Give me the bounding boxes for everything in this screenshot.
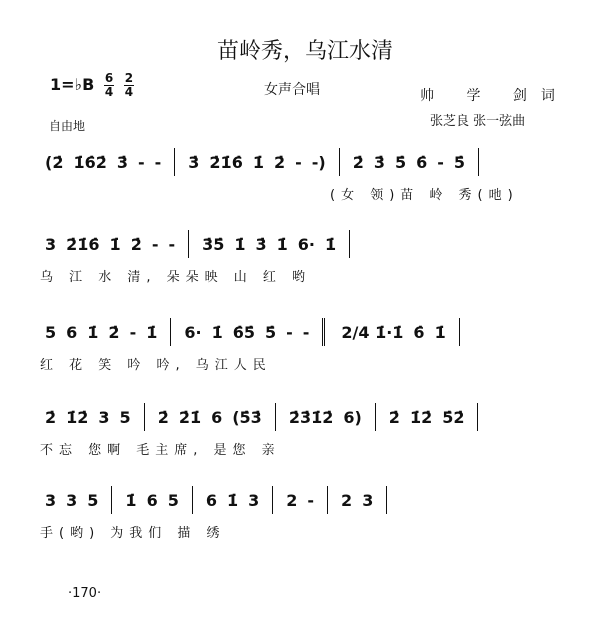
note: 2̇	[352, 152, 364, 172]
system-3	[40, 320, 575, 372]
page-number: ·170·	[68, 586, 102, 601]
note: 3̇	[255, 234, 267, 254]
note: -	[154, 152, 162, 172]
barline	[327, 486, 328, 514]
note: -	[138, 152, 145, 172]
note: 1̇	[325, 234, 337, 254]
meter-b-bottom: 4	[124, 85, 134, 99]
note: 6	[205, 490, 217, 510]
note: 1̇	[276, 234, 288, 254]
note: 3	[248, 490, 260, 510]
tempo-mark: 自由地	[49, 119, 86, 133]
system-4	[40, 405, 575, 457]
note: 5	[167, 490, 179, 510]
key-signature	[50, 72, 134, 99]
note: -)	[311, 152, 326, 172]
note: 6	[66, 322, 78, 342]
note: 3	[45, 490, 57, 510]
note: 1̇	[146, 322, 158, 342]
meter-a-bottom: 4	[104, 85, 114, 99]
lyrics-row: (女 领)苗 岭 秀(吔)	[330, 188, 519, 203]
note: 5̇	[453, 152, 466, 172]
note: 1̇	[234, 234, 246, 254]
note: 6̇	[416, 152, 428, 172]
lyrics-row: 乌 江 水 清, 朵朵映 山 红 哟	[40, 270, 312, 285]
note: 1̇	[252, 152, 264, 172]
note: 5	[119, 407, 131, 427]
notes-row	[40, 320, 575, 344]
barline	[477, 403, 478, 431]
notes-row	[40, 405, 575, 429]
key-text: 1=♭B	[50, 75, 95, 94]
meter-b-top: 2	[124, 71, 134, 85]
note: 6̇5̇	[232, 322, 255, 342]
notes-row	[40, 488, 575, 512]
note: 3̇	[188, 152, 200, 172]
barline	[375, 403, 376, 431]
note: 3	[98, 407, 110, 427]
note: 2/4 1̇·1̇	[341, 322, 404, 342]
barline	[349, 230, 350, 258]
note: 6·	[297, 234, 316, 254]
note: 3	[362, 490, 374, 510]
note: -	[295, 152, 302, 172]
note: 5̇	[264, 322, 277, 342]
note: -	[437, 152, 444, 172]
note: 1̇6̇2̇	[73, 152, 107, 172]
note: 6·	[184, 322, 202, 342]
barline	[478, 148, 479, 176]
barline	[144, 403, 145, 431]
note: 5̇2̇	[442, 407, 465, 427]
note: 2	[286, 490, 298, 510]
note: 5	[45, 322, 57, 342]
note: 3	[66, 490, 78, 510]
note: -	[307, 490, 315, 510]
note: 1̇	[125, 490, 137, 510]
note: 1̇	[109, 234, 121, 254]
note: 5̇	[394, 152, 407, 172]
song-title: 苗岭秀，乌江水清	[216, 39, 393, 64]
meter-a-top: 6	[104, 71, 114, 85]
note: 2̇	[45, 407, 57, 427]
note: 5	[87, 490, 99, 510]
note: -	[302, 322, 310, 342]
note: 2̇	[108, 322, 120, 342]
double-barline	[322, 318, 328, 346]
note: 1̇	[87, 322, 99, 342]
note: 1̇	[434, 322, 446, 342]
lyrics-row: 不忘 您啊 毛主席, 是您 亲	[40, 443, 281, 458]
note: 2̇1̇6̇	[209, 152, 243, 172]
composer-credit: 张芝良 张一弦曲	[430, 114, 526, 129]
note: 1̇2̇	[66, 407, 89, 427]
note: 1̇2̇	[409, 407, 433, 427]
note: 2̇	[273, 152, 286, 172]
barline	[275, 403, 276, 431]
barline	[272, 486, 273, 514]
note: 3̇	[116, 152, 128, 172]
note: 2̇	[388, 407, 400, 427]
note: 6)	[343, 407, 362, 427]
note: (2̇	[45, 152, 64, 172]
note: -	[168, 234, 176, 254]
note: 1̇	[211, 322, 223, 342]
subtitle: 女声合唱	[264, 82, 320, 98]
note: 3	[45, 234, 57, 254]
barline	[111, 486, 112, 514]
note: 2̇1̇6̇	[66, 234, 100, 254]
note: 1̇	[226, 490, 239, 510]
note: -	[286, 322, 293, 342]
note: 3̇	[373, 152, 385, 172]
barline	[459, 318, 460, 346]
note: 2̇	[130, 234, 142, 254]
time-signature-a	[104, 72, 114, 99]
system-1	[40, 150, 575, 202]
note: 2	[341, 490, 353, 510]
note: 3̇5̇	[202, 234, 225, 254]
lyricist-credit: 帅 学 剑词	[420, 88, 569, 104]
note: 2̇1̇	[178, 407, 202, 427]
system-2	[40, 232, 575, 284]
note: -	[129, 322, 137, 342]
barline	[174, 148, 175, 176]
lyrics-row: 红 花 笑 吟 吟, 乌江人民	[40, 358, 272, 373]
note: 2̇	[157, 407, 169, 427]
note: -	[151, 234, 159, 254]
barline	[339, 148, 340, 176]
note: 6	[146, 490, 158, 510]
notes-row	[40, 232, 575, 256]
barline	[188, 230, 189, 258]
time-signature-b	[124, 72, 134, 99]
note: (5̇3̇	[232, 407, 262, 427]
barline	[170, 318, 171, 346]
barline	[192, 486, 193, 514]
note: 6	[211, 407, 223, 427]
note: 2̇3̇1̇2̇	[288, 407, 334, 427]
barline	[386, 486, 387, 514]
lyrics-row: 手(哟) 为我们 描 绣	[40, 526, 226, 541]
system-5	[40, 488, 575, 540]
notes-row	[40, 150, 575, 174]
note: 6̇	[413, 322, 425, 342]
